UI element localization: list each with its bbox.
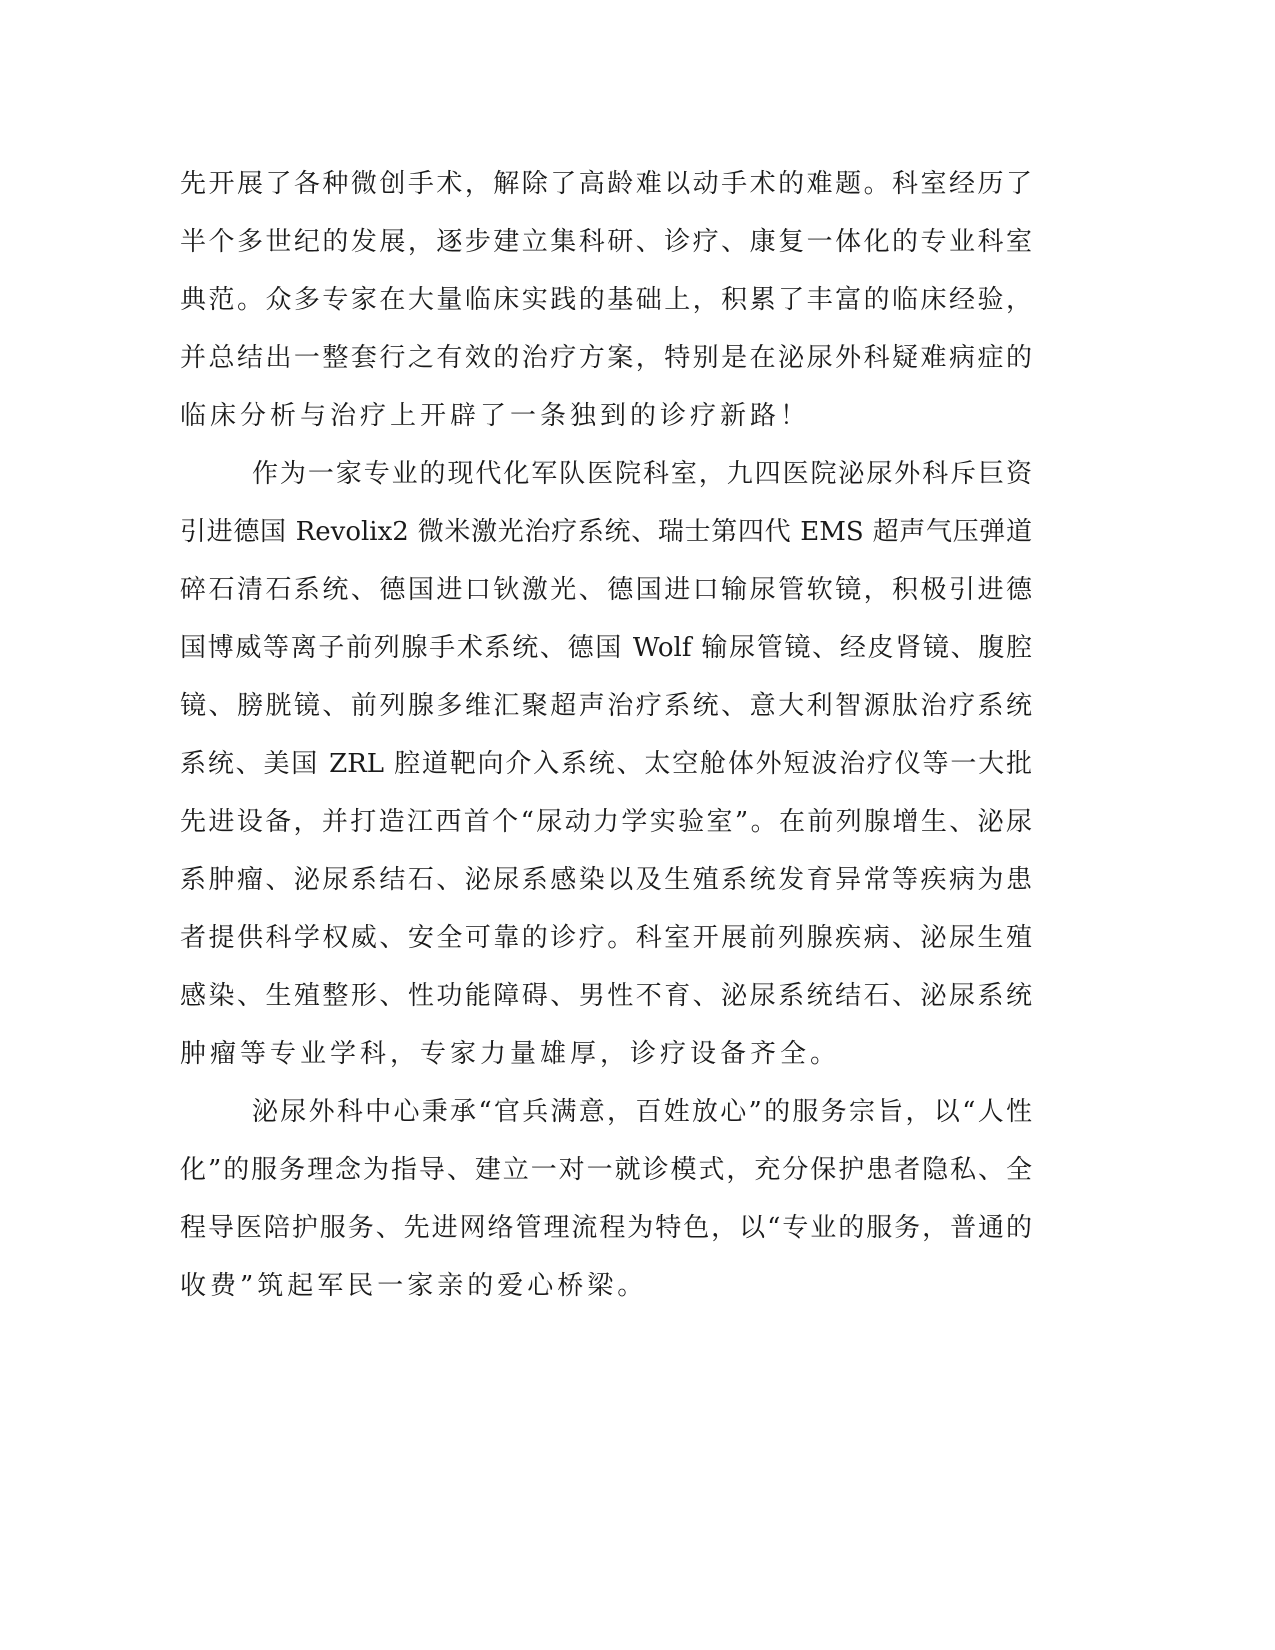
text-line: 收费”筑起军民一家亲的爱心桥梁。 <box>180 1271 648 1301</box>
text-line: 感染、生殖整形、性功能障碍、男性不育、泌尿系统结石、泌尿系统 <box>180 981 1032 1011</box>
text-line: 并总结出一整套行之有效的治疗方案，特别是在泌尿外科疑难病症的 <box>180 343 1032 373</box>
text-line: 先开展了各种微创手术，解除了高龄难以动手术的难题。科室经历了 <box>180 169 1032 199</box>
text-line: 程导医陪护服务、先进网络管理流程为特色，以“专业的服务，普通的 <box>180 1213 1032 1243</box>
text-line: 引进德国 Revolix2 微米激光治疗系统、瑞士第四代 EMS 超声气压弹道 <box>180 517 1032 547</box>
text-line: 系肿瘤、泌尿系结石、泌尿系感染以及生殖系统发育异常等疾病为患 <box>180 865 1032 895</box>
paragraph-first-line: 作为一家专业的现代化军队医院科室，九四医院泌尿外科斥巨资 <box>252 459 1032 489</box>
text-line: 半个多世纪的发展，逐步建立集科研、诊疗、康复一体化的专业科室 <box>180 227 1032 257</box>
text-line: 者提供科学权威、安全可靠的诊疗。科室开展前列腺疾病、泌尿生殖 <box>180 923 1032 953</box>
document-body <box>180 155 1032 1315</box>
text-line: 临床分析与治疗上开辟了一条独到的诊疗新路！ <box>180 401 811 431</box>
text-line: 国博威等离子前列腺手术系统、德国 Wolf 输尿管镜、经皮肾镜、腹腔 <box>180 633 1032 663</box>
text-line: 系统、美国 ZRL 腔道靶向介入系统、太空舱体外短波治疗仪等一大批 <box>180 749 1032 779</box>
paragraph-first-line: 泌尿外科中心秉承“官兵满意，百姓放心”的服务宗旨，以“人性 <box>252 1097 1032 1127</box>
text-line: 碎石清石系统、德国进口钬激光、德国进口输尿管软镜，积极引进德 <box>180 575 1032 605</box>
text-line: 肿瘤等专业学科，专家力量雄厚，诊疗设备齐全。 <box>180 1039 841 1069</box>
text-line: 化”的服务理念为指导、建立一对一就诊模式，充分保护患者隐私、全 <box>180 1155 1032 1185</box>
text-line: 典范。众多专家在大量临床实践的基础上，积累了丰富的临床经验， <box>180 285 1032 315</box>
text-line: 镜、膀胱镜、前列腺多维汇聚超声治疗系统、意大利智源肽治疗系统 <box>180 691 1032 721</box>
text-line: 先进设备，并打造江西首个“尿动力学实验室”。在前列腺增生、泌尿 <box>180 807 1032 837</box>
